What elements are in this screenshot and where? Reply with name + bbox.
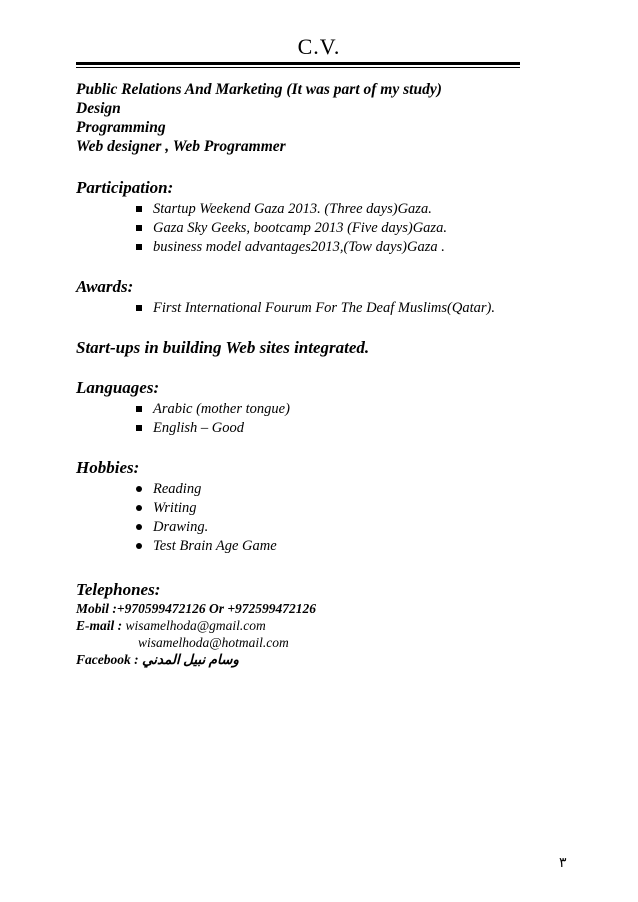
contact-block bbox=[76, 600, 556, 668]
cv-content bbox=[76, 80, 556, 668]
participation-heading: Participation: bbox=[76, 178, 174, 197]
hobbies-heading: Hobbies: bbox=[76, 458, 140, 477]
participation-list bbox=[76, 200, 556, 257]
startups-heading: Start-ups in building Web sites integrated. bbox=[76, 338, 370, 357]
intro-line: Web designer , Web Programmer bbox=[76, 138, 286, 155]
facebook-value: وسام نبيل المدني bbox=[141, 652, 239, 667]
email-value: wisamelhoda@gmail.com bbox=[125, 618, 266, 633]
facebook-row bbox=[76, 651, 556, 668]
list-item: business model advantages2013,(Tow days)Gaza . bbox=[76, 238, 556, 257]
list-item: Gaza Sky Geeks, bootcamp 2013 (Five days)Gaza. bbox=[76, 219, 556, 238]
title-rule-thin bbox=[76, 67, 520, 68]
mobile-label: Mobil : bbox=[76, 601, 117, 616]
list-item: English – Good bbox=[76, 419, 556, 438]
email-value-2: wisamelhoda@hotmail.com bbox=[138, 635, 289, 650]
list-item: Test Brain Age Game bbox=[76, 537, 556, 556]
facebook-label: Facebook : bbox=[76, 652, 139, 667]
page-title: C.V. bbox=[297, 34, 341, 59]
email-row bbox=[76, 617, 556, 634]
list-item: Arabic (mother tongue) bbox=[76, 400, 556, 419]
intro-line: Public Relations And Marketing (It was part of my study) bbox=[76, 81, 442, 98]
awards-list bbox=[76, 299, 556, 318]
list-item: First International Fourum For The Deaf Muslims(Qatar). bbox=[76, 299, 556, 318]
languages-heading: Languages: bbox=[76, 378, 160, 397]
awards-heading: Awards: bbox=[76, 277, 134, 296]
hobbies-list bbox=[76, 480, 556, 556]
email-label: E-mail : bbox=[76, 618, 123, 633]
intro-line: Design bbox=[76, 100, 121, 117]
list-item: Startup Weekend Gaza 2013. (Three days)Gaza. bbox=[76, 200, 556, 219]
page-number: ٣ bbox=[559, 856, 567, 871]
telephones-heading: Telephones: bbox=[76, 580, 161, 599]
list-item: Drawing. bbox=[76, 518, 556, 537]
list-item: Reading bbox=[76, 480, 556, 499]
languages-list bbox=[76, 400, 556, 438]
intro-block bbox=[76, 80, 556, 156]
intro-line: Programming bbox=[76, 119, 166, 136]
title-rule-thick bbox=[76, 62, 520, 65]
list-item: Writing bbox=[76, 499, 556, 518]
mobile-value: +970599472126 Or +972599472126 bbox=[116, 601, 317, 616]
mobile-row bbox=[76, 600, 556, 617]
